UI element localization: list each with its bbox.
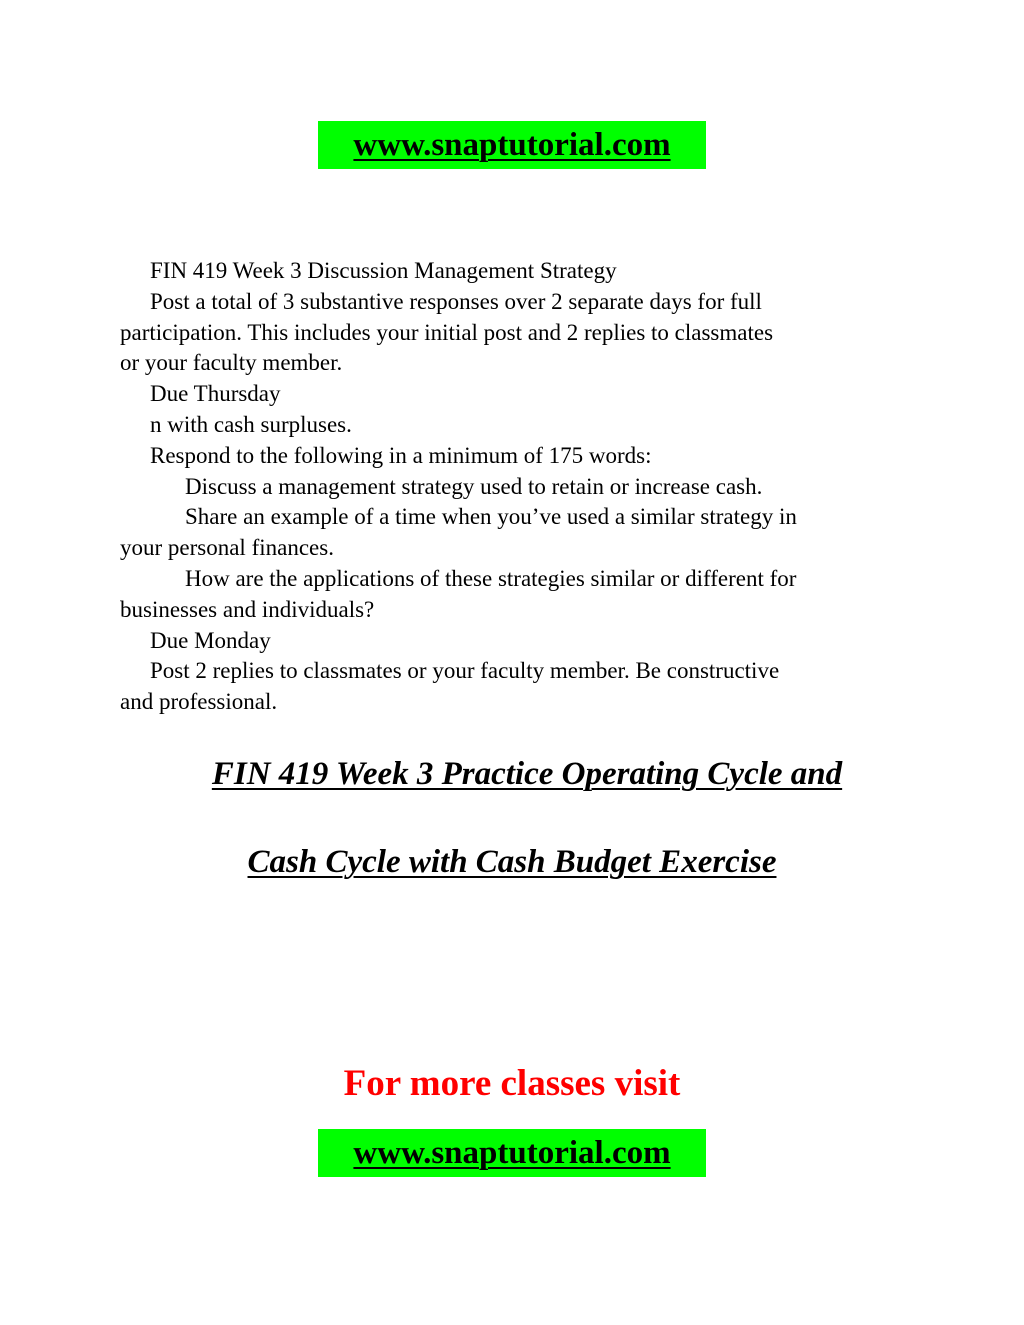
discussion-prompt: Discuss a management strategy used to retain or increase cash. — [185, 473, 763, 499]
due-thursday-label: Due Thursday — [150, 381, 281, 407]
discussion-line: Respond to the following in a minimum of 175 words: — [150, 442, 652, 468]
discussion-line: your personal finances. — [120, 535, 334, 561]
discussion-line: Post 2 replies to classmates or your faculty member. Be constructive — [150, 658, 780, 684]
discussion-title: FIN 419 Week 3 Discussion Management Strategy — [150, 258, 617, 283]
practice-heading-line-1: FIN 419 Week 3 Practice Operating Cycle and — [211, 756, 843, 792]
discussion-prompt: Share an example of a time when you’ve used a similar strategy in — [185, 504, 797, 530]
discussion-line: and professional. — [120, 689, 278, 715]
more-classes-text: For more classes visit — [343, 1063, 681, 1104]
due-monday-label: Due Monday — [150, 627, 271, 653]
discussion-text-block — [120, 256, 910, 718]
discussion-line: n with cash surpluses. — [150, 411, 352, 437]
discussion-prompt: How are the applications of these strategies similar or different for — [185, 565, 797, 591]
top-website-link[interactable]: www.snaptutorial.com — [318, 121, 706, 169]
discussion-line: participation. This includes your initial post and 2 replies to classmates — [120, 319, 774, 345]
discussion-line: Post a total of 3 substantive responses over 2 separate days for full — [150, 288, 762, 314]
practice-heading-line-2: Cash Cycle with Cash Budget Exercise — [247, 844, 777, 880]
discussion-line: businesses and individuals? — [120, 596, 375, 622]
bottom-website-link[interactable]: www.snaptutorial.com — [318, 1129, 706, 1177]
discussion-line: or your faculty member. — [120, 350, 343, 376]
